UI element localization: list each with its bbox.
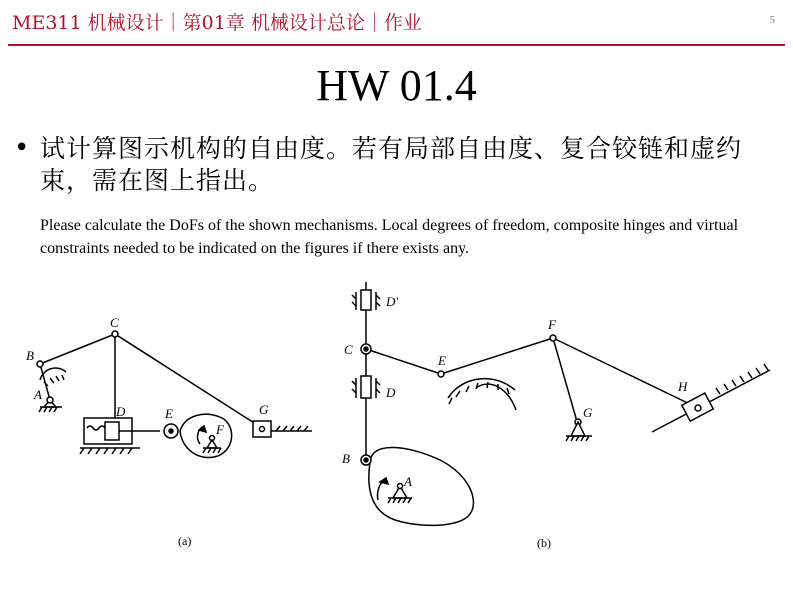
label-a-C: C	[110, 315, 119, 330]
bullet-marker: •	[14, 133, 30, 163]
label-b-G: G	[583, 405, 593, 420]
label-a-A: A	[34, 387, 42, 402]
label-b-B: B	[342, 451, 350, 466]
label-a-D: D	[116, 404, 126, 419]
label-a-E: E	[165, 406, 173, 421]
caption-b: (b)	[537, 536, 551, 550]
figure-a	[37, 331, 312, 458]
label-b-H: H	[678, 379, 688, 394]
label-b-E: E	[438, 353, 446, 368]
figure-b	[352, 282, 770, 525]
label-b-A: A	[404, 474, 412, 489]
label-b-C: C	[344, 342, 353, 357]
label-b-D: D	[386, 385, 396, 400]
label-a-F: F	[216, 422, 224, 437]
label-a-G: G	[259, 402, 269, 417]
slide-header: ME311 机械设计｜第01章 机械设计总论｜作业	[12, 12, 422, 34]
problem-text-chinese: 试计算图示机构的自由度。若有局部自由度、复合铰链和虚约束，需在图上指出。	[40, 134, 743, 195]
page-number: 5	[769, 14, 775, 26]
problem-text-english: Please calculate the DoFs of the shown mechanisms. Local degrees of freedom, composite hinges and virtual constraints needed to be indicated on the figures if there exists any.	[40, 217, 739, 257]
label-a-B: B	[26, 348, 34, 363]
slide-title: HW 01.4	[316, 61, 477, 110]
label-b-Dprime: D′	[386, 294, 399, 309]
caption-a: (a)	[178, 534, 192, 548]
label-b-F: F	[548, 317, 556, 332]
